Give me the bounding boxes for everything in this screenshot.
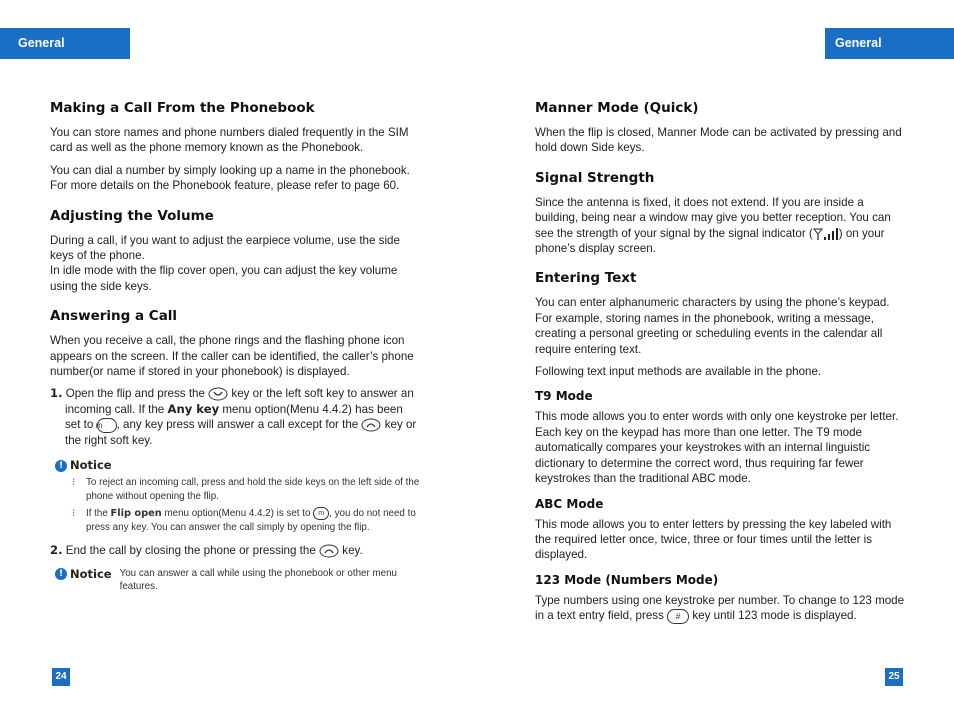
exclamation-icon: ! <box>55 460 67 472</box>
section-title: Signal Strength <box>535 169 655 186</box>
header-right: General Functions <box>825 28 954 59</box>
paragraph-text: key until 123 mode is displayed. <box>692 609 857 623</box>
paragraph: When you receive a call, the phone rings and the flashing phone icon appears on the screen. If the caller can be identified, the caller’s phone number(or name if stored in your phonebook) is displayed. <box>50 334 414 379</box>
notice-label: Notice <box>70 566 112 581</box>
right-column <box>535 100 905 631</box>
paragraph <box>535 195 905 257</box>
paragraph <box>535 593 905 624</box>
paragraph: You can store names and phone numbers dialed frequently in the SIM card as well as the phone memory known as the Phonebook. <box>50 126 409 155</box>
section-title: Answering a Call <box>50 308 178 325</box>
paragraph-text: ) on your phone’s display screen. <box>535 226 885 256</box>
step-text: , any key press will answer a call except for the <box>116 418 359 432</box>
section-title: Entering Text <box>535 270 637 287</box>
notice-text: If the <box>86 508 108 520</box>
hash-key-icon: # <box>667 609 689 624</box>
step-text: key. <box>342 544 363 558</box>
paragraph: When the flip is closed, Manner Mode can be activated by pressing and hold down Side keys. <box>535 126 902 155</box>
menu-ok-key-icon: m <box>97 418 117 433</box>
left-column <box>50 100 420 593</box>
notice-text: You can answer a call while using the phonebook or other menu features. <box>119 567 397 592</box>
signal-section <box>535 170 905 257</box>
send-key-icon <box>208 387 228 401</box>
option-name: Any key <box>167 401 220 416</box>
notice-text: , you do not need to press any key. You can answer the call simply by opening the flip. <box>86 508 416 534</box>
section-title: Making a Call From the Phonebook <box>50 100 315 116</box>
section-title: Manner Mode (Quick) <box>535 100 699 116</box>
notice-heading <box>55 458 420 472</box>
option-name: Flip open <box>110 508 162 520</box>
answering-section <box>50 308 420 592</box>
paragraph: This mode allows you to enter letters by pressing the key labeled with the required letter once, twice, three or four times until the letter is displayed. <box>535 517 892 562</box>
paragraph-text: Since the antenna is fixed, it does not extend. If you are inside a building, being near a window may give you better reception. You can see the strength of your signal by the signal indicator ( <box>535 195 891 240</box>
section-title: Adjusting the Volume <box>50 207 214 224</box>
end-key-icon <box>361 418 381 432</box>
notice-text: menu option(Menu 4.4.2) is set to <box>164 508 311 520</box>
notice-label: Notice <box>70 458 112 473</box>
volume-section <box>50 208 420 295</box>
notice-heading <box>55 567 112 593</box>
notice-item <box>72 476 420 504</box>
signal-strength-icon <box>813 228 839 240</box>
step-number: 1. <box>50 386 63 401</box>
menu-ok-key-icon: m <box>313 507 329 520</box>
step-number: 2. <box>50 543 63 558</box>
step-text: End the call by closing the phone or pressing the <box>65 544 316 558</box>
notice-text: To reject an incoming call, press and hold the side keys on the left side of the phone without opening the flip. <box>86 477 420 503</box>
manner-section <box>535 100 905 156</box>
exclamation-icon: ! <box>55 568 67 580</box>
notice-block-2 <box>55 567 420 593</box>
paragraph: This mode allows you to enter words with only one keystroke per letter. Each key on the keypad has more than one letter. The T9 mode automatically compares your keystrokes with an internal linguistic dictionary to determine the correct word, thus requiring far fewer keystrokes than the traditional ABC mode. <box>535 410 899 486</box>
notice-block <box>50 458 420 535</box>
phonebook-section <box>50 100 420 194</box>
header-left: General Functions <box>0 28 130 59</box>
subsection-title: 123 Mode (Numbers Mode) <box>535 572 719 587</box>
paragraph: During a call, if you want to adjust the earpiece volume, use the side keys of the phone. <box>50 233 400 263</box>
paragraph: Following text input methods are available in the phone. <box>535 365 822 379</box>
paragraph: You can enter alphanumeric characters by using the phone’s keypad. For example, storing names in the phonebook, writing a message, creating a personal greeting or scheduling events in the calendar all require entering text. <box>535 296 890 356</box>
step-2 <box>50 543 420 558</box>
end-key-icon <box>319 544 339 558</box>
subsection-title: T9 Mode <box>535 389 593 404</box>
paragraph-text: Type numbers using one keystroke per number. To change to 123 mode in a text entry field, press <box>535 593 905 623</box>
paragraph: In idle mode with the flip cover open, you can adjust the key volume using the side keys. <box>50 264 398 293</box>
subsection-title: ABC Mode <box>535 496 604 511</box>
bullet-icon: ⁝ <box>72 508 76 520</box>
bullet-icon: ⁝ <box>72 477 76 489</box>
step-text: key or the left soft key to answer an incoming call. If the <box>65 387 414 416</box>
text-section <box>535 270 905 623</box>
step-text: Open the flip and press the <box>65 387 205 401</box>
page-number-left: 24 <box>52 668 70 686</box>
step-text: menu option(Menu 4.4.2) has been set to <box>65 402 403 432</box>
paragraph: You can dial a number by simply looking up a name in the phonebook. For more details on the Phonebook feature, please refer to page 60. <box>50 163 410 193</box>
step-text: key or the right soft key. <box>65 418 417 447</box>
step-1 <box>50 386 420 448</box>
notice-item <box>72 507 420 535</box>
page-number-right: 25 <box>885 668 903 686</box>
